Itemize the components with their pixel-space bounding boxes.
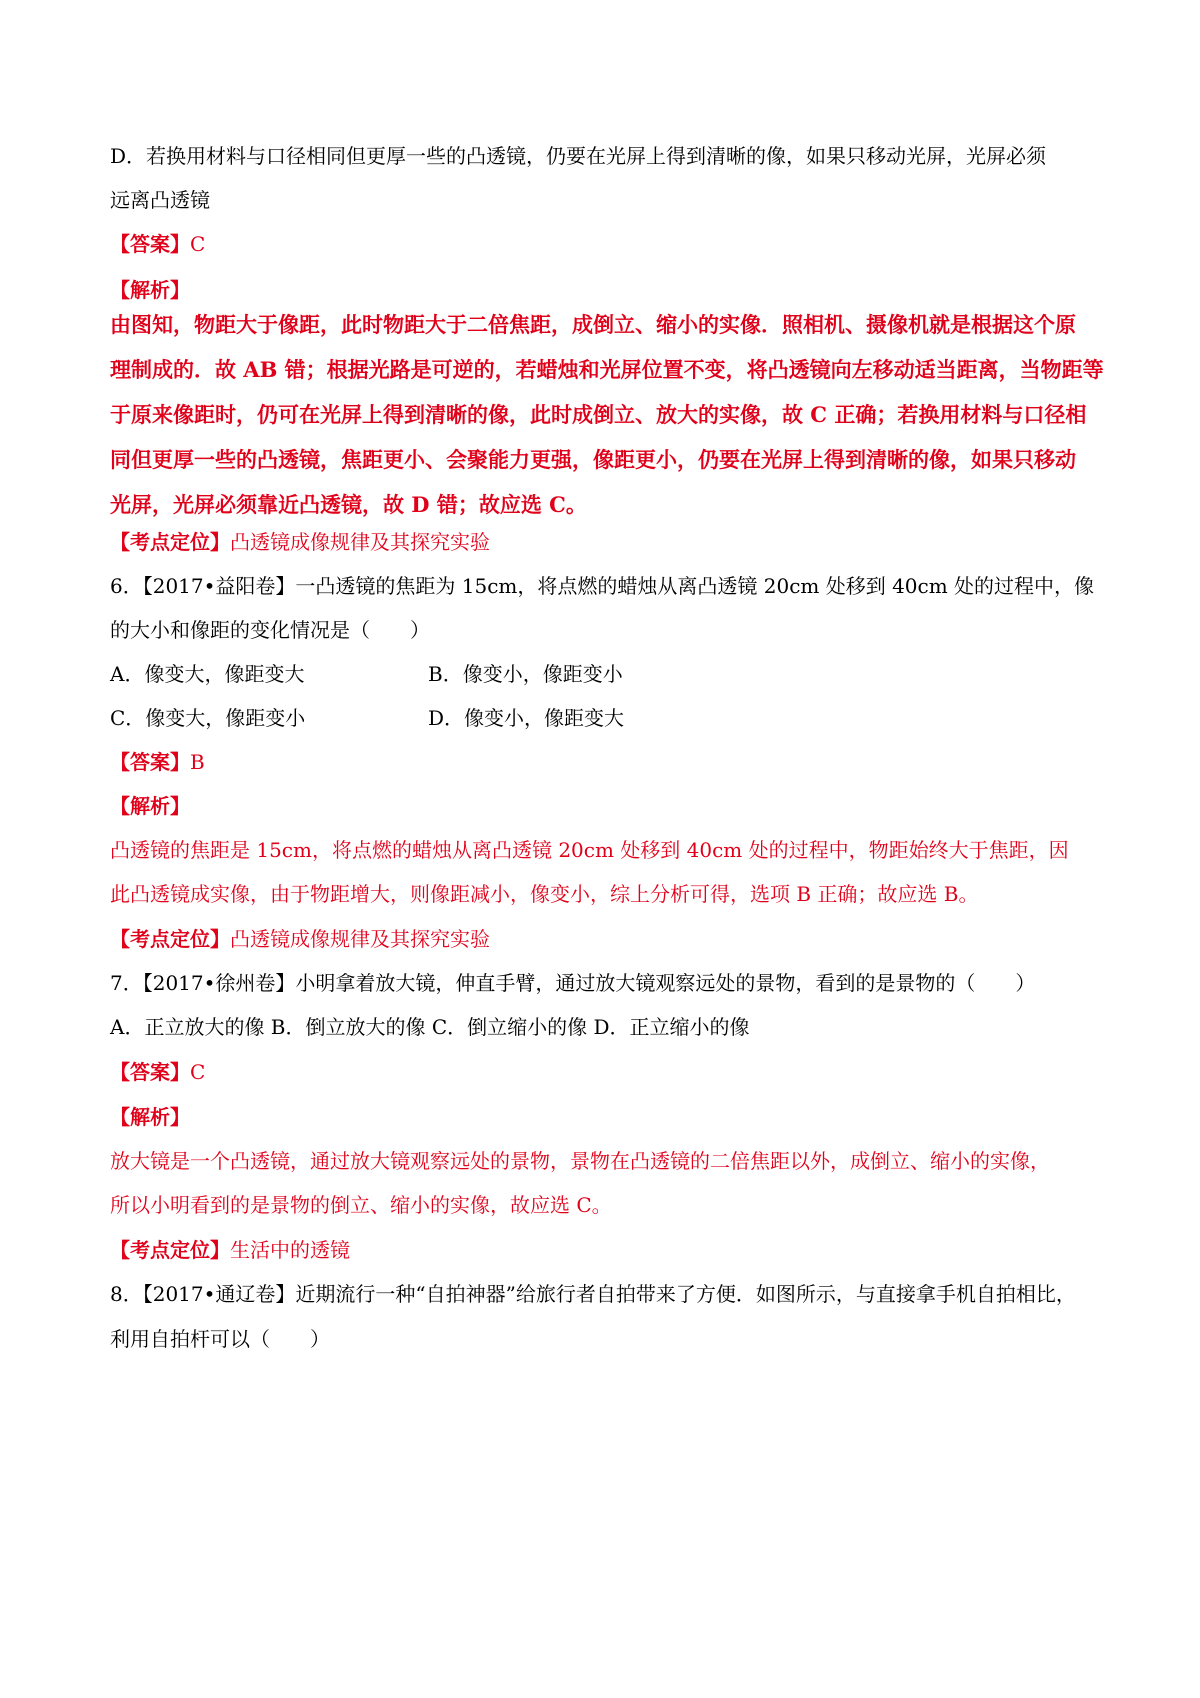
q6-stem-line2: 的大小和像距的变化情况是（ ）: [110, 618, 430, 642]
kp-value: 凸透镜成像规律及其探究实验: [230, 530, 490, 554]
q5-analysis-line: 由图知，物距大于像距，此时物距大于二倍焦距，成倒立、缩小的实像．照相机、摄像机就是根据这个原: [110, 312, 1076, 337]
q6-analysis-line: 此凸透镜成实像，由于物距增大，则像距减小，像变小，综上分析可得，选项 B 正确；故应选 B。: [110, 882, 979, 906]
q6-analysis-line: 凸透镜的焦距是 15cm，将点燃的蜡烛从离凸透镜 20cm 处移到 40cm 处的过程中，物距始终大于焦距，因: [110, 838, 1069, 862]
q7-knowledge-point: [110, 1236, 350, 1264]
q6-option-a: A．像变大，像距变大: [110, 662, 305, 686]
q7-analysis-line: 放大镜是一个凸透镜，通过放大镜观察远处的景物，景物在凸透镜的二倍焦距以外，成倒立、缩小的实像，: [110, 1149, 1050, 1173]
q6-option-c: C．像变大，像距变小: [110, 706, 306, 730]
answer-label: 【答案】: [110, 750, 190, 774]
q5-option-d-line1: D．若换用材料与口径相同但更厚一些的凸透镜，仍要在光屏上得到清晰的像，如果只移动光屏，光屏必须: [110, 144, 1047, 168]
q5-analysis-label: [110, 276, 190, 304]
answer-label: 【答案】: [110, 232, 190, 256]
answer-label: 【答案】: [110, 1060, 190, 1084]
answer-value: C: [190, 1060, 206, 1084]
q8-stem-line2: 利用自拍杆可以（ ）: [110, 1327, 330, 1351]
q5-analysis-line: 同但更厚一些的凸透镜，焦距更小、会聚能力更强，像距更小，仍要在光屏上得到清晰的像，如果只移动: [110, 447, 1076, 472]
kp-label: 【考点定位】: [110, 927, 230, 951]
q7-analysis-label: [110, 1103, 190, 1131]
q7-stem: 7．【2017•徐州卷】小明拿着放大镜，伸直手臂，通过放大镜观察远处的景物，看到的是景物的（ ）: [110, 971, 1036, 995]
q7-options: A．正立放大的像 B．倒立放大的像 C．倒立缩小的像 D．正立缩小的像: [110, 1015, 750, 1039]
q7-analysis-line: 所以小明看到的是景物的倒立、缩小的实像，故应选 C。: [110, 1193, 612, 1217]
analysis-label: 【解析】: [110, 1105, 190, 1129]
q5-option-d-line2: 远离凸透镜: [110, 188, 210, 212]
answer-value: B: [190, 750, 205, 774]
q5-answer: [110, 230, 205, 258]
kp-label: 【考点定位】: [110, 530, 230, 554]
q5-analysis-line: 理制成的．故 AB 错；根据光路是可逆的，若蜡烛和光屏位置不变，将凸透镜向左移动适当距离，当物距等: [110, 357, 1104, 382]
answer-value: C: [190, 232, 206, 256]
q6-option-b: B．像变小，像距变小: [428, 662, 623, 686]
q6-option-d: D．像变小，像距变大: [428, 706, 625, 730]
q6-stem-line1: 6．【2017•益阳卷】一凸透镜的焦距为 15cm，将点燃的蜡烛从离凸透镜 20cm 处移到 40cm 处的过程中，像: [110, 574, 1095, 598]
q6-answer: [110, 748, 205, 776]
analysis-label: 【解析】: [110, 794, 190, 818]
kp-label: 【考点定位】: [110, 1238, 230, 1262]
q5-analysis-line: 于原来像距时，仍可在光屏上得到清晰的像，此时成倒立、放大的实像，故 C 正确；若换用材料与口径相: [110, 402, 1087, 427]
q8-stem-line1: 8．【2017•通辽卷】近期流行一种“自拍神器”给旅行者自拍带来了方便．如图所示，与直接拿手机自拍相比，: [110, 1282, 1076, 1306]
q5-analysis-line: 光屏，光屏必须靠近凸透镜，故 D 错；故应选 C。: [110, 492, 587, 517]
q6-knowledge-point: [110, 925, 490, 953]
analysis-label: 【解析】: [110, 278, 190, 302]
kp-value: 生活中的透镜: [230, 1238, 350, 1262]
q7-answer: [110, 1058, 205, 1086]
q5-knowledge-point: [110, 528, 490, 556]
kp-value: 凸透镜成像规律及其探究实验: [230, 927, 490, 951]
q6-analysis-label: [110, 792, 190, 820]
